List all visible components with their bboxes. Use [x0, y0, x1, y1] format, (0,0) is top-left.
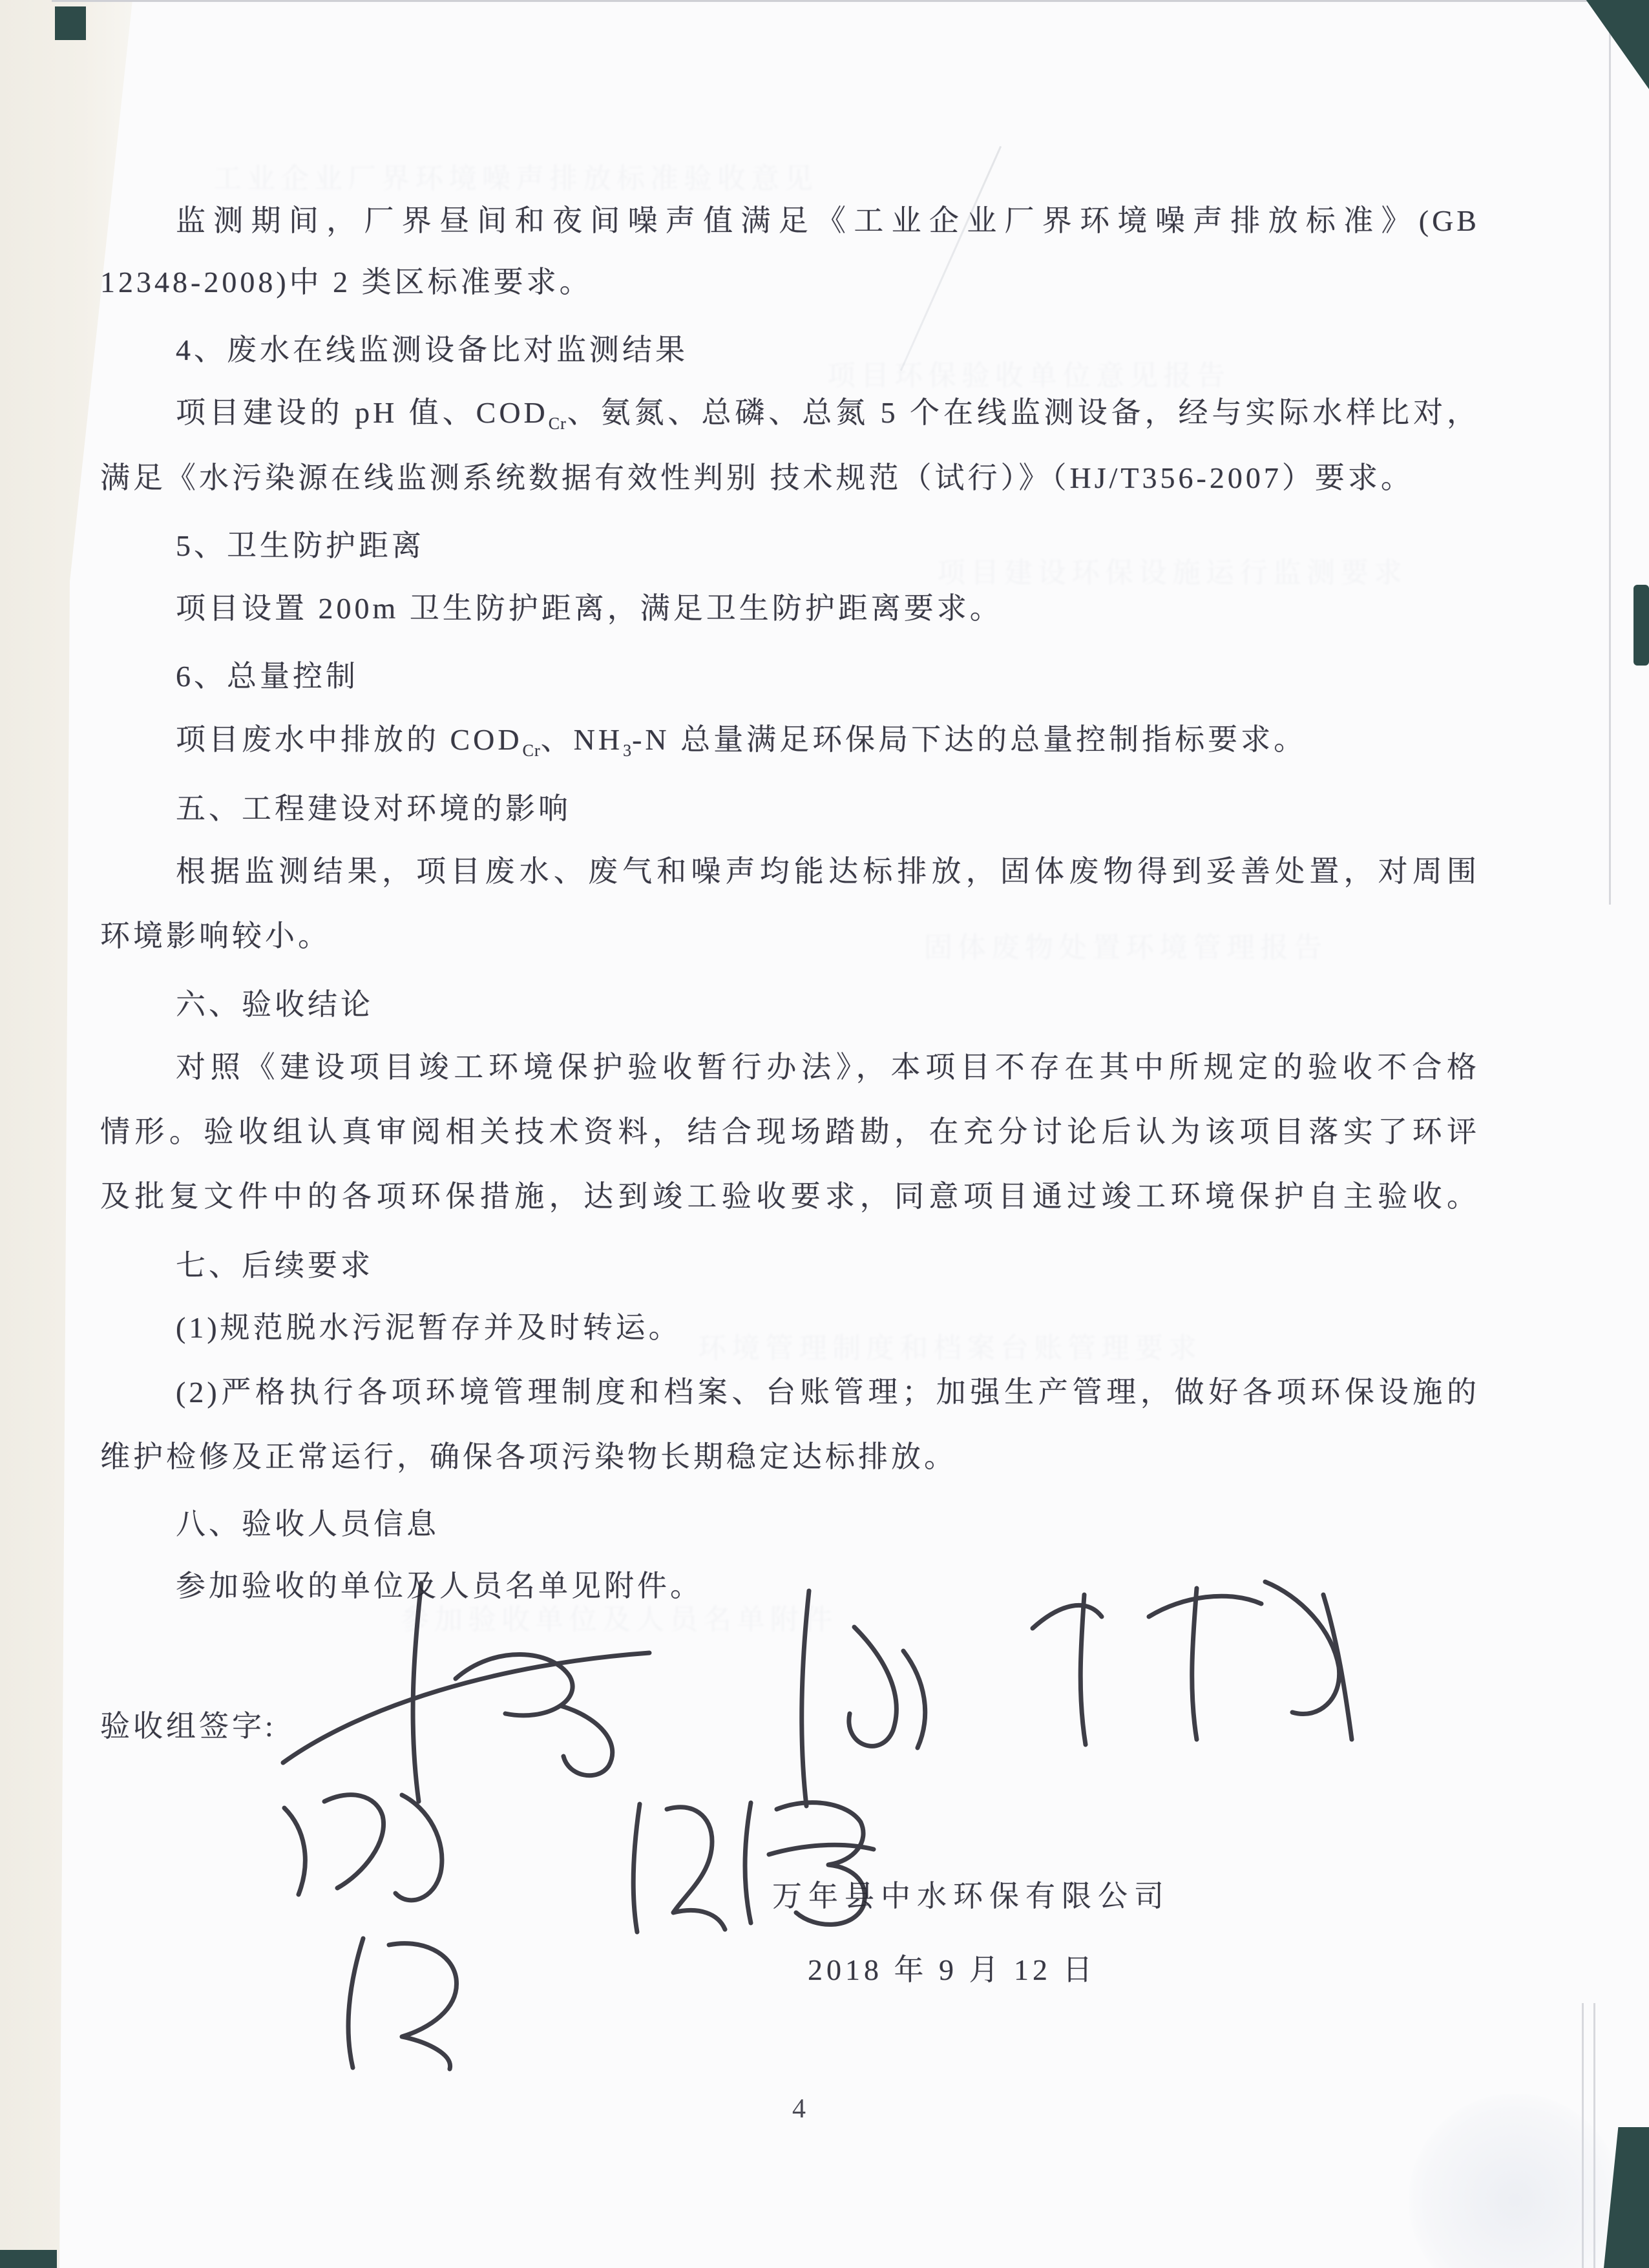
signature-2: [802, 1591, 925, 1806]
signature-1: [283, 1583, 649, 1801]
bleedthrough-text: 项目建设环保设施运行监测要求: [937, 557, 1407, 589]
signature-5: [633, 1804, 725, 1932]
text-segment: 、氨氮、总磷、总氮 5 个在线监测设备，经与实际水样比对，: [566, 396, 1480, 429]
signature-7: [348, 1938, 456, 2069]
text-line-cod: [176, 389, 1480, 434]
signature-label: 验收组签字:: [100, 1710, 277, 1743]
bleedthrough-text: 固体废物处置环境管理报告: [924, 932, 1327, 963]
subscript-cr: Cr: [548, 414, 567, 434]
bleedthrough-text: 环境管理制度和档案台账管理要求: [698, 1332, 1202, 1364]
text-line: 及批复文件中的各项环保措施，达到竣工验收要求，同意项目通过竣工环境保护自主验收。: [100, 1180, 1480, 1213]
signature-4: [284, 1795, 442, 1900]
section-heading-qi: 七、后续要求: [176, 1249, 373, 1282]
text-line: 根据监测结果，项目废水、废气和噪声均能达标排放，固体废物得到妥善处置，对周围: [176, 855, 1480, 888]
text-segment: 项目建设的 pH 值、COD: [176, 396, 549, 429]
text-segment: 项目废水中排放的 COD: [176, 723, 523, 756]
text-line: 满足《水污染源在线监测系统数据有效性判别 技术规范（试行）》（HJ/T356-2007）要求。: [100, 461, 1414, 494]
scan-corner-mark: [55, 6, 86, 40]
text-line: 情形。验收组认真审阅相关技术资料，结合现场踏勘，在充分讨论后认为该项目落实了环评: [100, 1115, 1480, 1148]
text-line: 参加验收的单位及人员名单见附件。: [176, 1570, 703, 1602]
section-heading-liu: 六、验收结论: [176, 988, 373, 1021]
section-heading-5: 5、卫生防护距离: [176, 529, 425, 562]
text-segment: 、NH: [540, 723, 624, 756]
section-heading-ba: 八、验收人员信息: [176, 1507, 439, 1540]
bleedthrough-text: 工业企业厂界环境噪声排放标准验收意见: [213, 163, 818, 194]
company-name: 万年县中水环保有限公司: [772, 1880, 1170, 1913]
signature-date: 2018 年 9 月 12 日: [808, 1953, 1097, 1986]
section-heading-6: 6、总量控制: [176, 660, 359, 693]
text-line: (1)规范脱水污泥暂存并及时转运。: [176, 1311, 682, 1344]
scan-edge-mark: [1633, 585, 1649, 666]
text-line: 对照《建设项目竣工环境保护验收暂行办法》，本项目不存在其中所规定的验收不合格: [176, 1051, 1480, 1084]
text-line: 维护检修及正常运行，确保各项污染物长期稳定达标排放。: [100, 1440, 957, 1473]
scan-corner-mark: [1548, 0, 1649, 89]
page-number: 4: [792, 2094, 806, 2124]
bleedthrough-text: 参加验收单位及人员名单附件: [401, 1604, 837, 1635]
text-line: 监测期间，厂界昼间和夜间噪声值满足《工业企业厂界环境噪声排放标准》(GB: [176, 204, 1480, 237]
scan-right-fold-line: [1609, 0, 1611, 905]
signature-3: [1033, 1582, 1352, 1745]
scan-scratch-mark: [900, 146, 1002, 371]
section-heading-4: 4、废水在线监测设备比对监测结果: [176, 333, 688, 366]
subscript-3: 3: [623, 741, 633, 761]
scan-top-edge-line: [52, 0, 1615, 2]
text-line: 项目设置 200m 卫生防护距离，满足卫生防护距离要求。: [176, 592, 1003, 625]
text-line: (2)严格执行各项环境管理制度和档案、台账管理；加强生产管理，做好各项环保设施的: [176, 1376, 1480, 1409]
scan-corner-mark: [0, 2250, 57, 2268]
text-line: 12348-2008)中 2 类区标准要求。: [100, 266, 593, 299]
subscript-cr: Cr: [522, 741, 541, 761]
text-line-nh: [176, 716, 1307, 761]
bleedthrough-text: 项目环保验收单位意见报告: [827, 360, 1230, 392]
text-segment: -N 总量满足环保局下达的总量控制指标要求。: [632, 723, 1307, 756]
scan-stain: [1409, 2094, 1622, 2268]
text-line: 环境影响较小。: [100, 919, 331, 952]
section-heading-wu: 五、工程建设对环境的影响: [176, 792, 571, 825]
